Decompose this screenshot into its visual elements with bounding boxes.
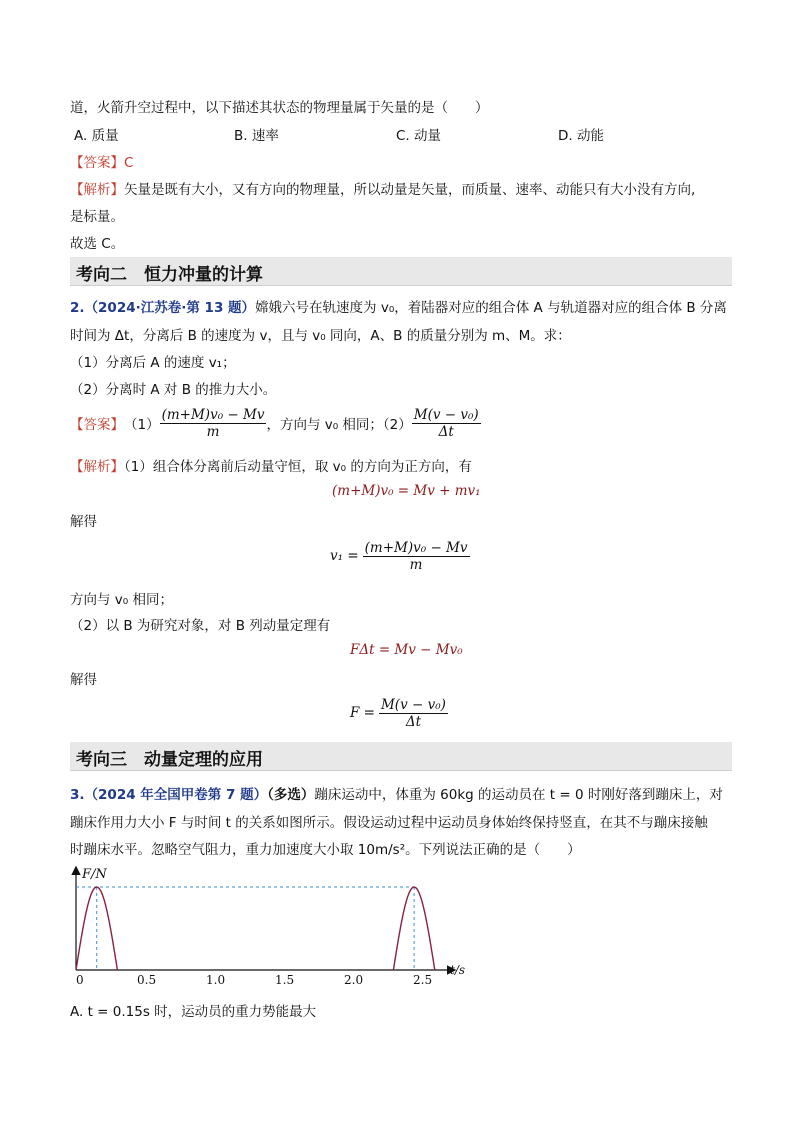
direction-note: 方向与 v₀ 相同；: [70, 592, 173, 608]
q1-conclusion: 故选 C。: [70, 236, 125, 252]
q3-stem-line2: 蹦床作用力大小 F 与时间 t 的关系如图所示。假设运动过程中运动员身体始终保持竖直，在其不与蹦床接触: [70, 815, 708, 831]
section-title: 考向三 动量定理的应用: [76, 750, 263, 770]
answer-tag: 【答案】: [70, 417, 124, 433]
solve-label-1: 解得: [70, 514, 97, 530]
equation-lhs: v₁ =: [330, 548, 359, 564]
analysis-text: 矢量是既有大小，又有方向的物理量，所以动量是矢量，而质量、速率、动能只有大小没有方向,: [124, 182, 696, 198]
equation-fraction: [379, 697, 448, 730]
q1-answer: [70, 151, 133, 171]
equation-lhs: F =: [350, 705, 375, 721]
q1-option-b: B. 速率: [234, 128, 279, 144]
x-tick-label: 0: [76, 973, 84, 985]
q3-multi-select: （多选）: [267, 787, 315, 803]
x-axis-label: t/s: [450, 963, 466, 977]
q2-analysis: [70, 455, 472, 475]
force-time-graph: [62, 860, 482, 985]
answer-fraction-2: [412, 407, 481, 440]
q1-option-a: A. 质量: [74, 128, 119, 144]
equation-momentum-theorem: FΔt = Mv − Mv₀: [350, 642, 463, 658]
q2-analysis-part2: （2）以 B 为研究对象，对 B 列动量定理有: [70, 618, 331, 634]
equation-fraction: [363, 540, 470, 573]
x-tick-label: 2.5: [413, 973, 433, 985]
q1-analysis-line2: 是标量。: [70, 209, 124, 225]
fraction-numerator: (m+M)v₀ − Mv: [161, 406, 265, 423]
section-title: 考向二 恒力冲量的计算: [76, 265, 263, 285]
q2-stem-line1: [70, 296, 727, 316]
q3-stem-text: 蹦床运动中，体重为 60kg 的运动员在 t = 0 时刚好落到蹦床上，对: [314, 787, 723, 803]
analysis-text: （1）组合体分离前后动量守恒，取 v₀ 的方向为正方向，有: [124, 459, 472, 475]
q1-analysis: [70, 178, 695, 198]
equation-v1: [330, 535, 470, 577]
analysis-tag: 【解析】: [70, 182, 124, 198]
equation-force: [350, 692, 448, 734]
q2-sub2: （2）分离时 A 对 B 的推力大小。: [70, 382, 277, 398]
y-axis-label: F/N: [82, 867, 107, 882]
fraction-denominator: m: [206, 423, 220, 440]
answer-fraction-1: [160, 407, 267, 440]
q1-option-c: C. 动量: [396, 128, 442, 144]
analysis-tag: 【解析】: [70, 459, 124, 475]
answer-mid: ，方向与 v₀ 相同；（2）: [266, 417, 412, 433]
q2-stem-text: 嫦娥六号在轨速度为 v₀，着陆器对应的组合体 A 与轨道器对应的组合体 B 分离: [255, 300, 727, 316]
q3-source: （2024 年全国甲卷第 7 题）: [84, 787, 268, 803]
fraction-numerator: M(v − v₀): [413, 406, 479, 423]
section-heading-3: [70, 742, 732, 771]
fraction-denominator: Δt: [438, 423, 454, 440]
q1-option-d: D. 动能: [558, 128, 604, 144]
answer-tag: 【答案】: [70, 155, 124, 171]
q2-stem-line2: 时间为 Δt，分离后 B 的速度为 v，且与 v₀ 同向，A、B 的质量分别为 m、M。求：: [70, 328, 571, 344]
section-heading-2: [70, 257, 732, 286]
x-tick-label: 2.0: [344, 973, 364, 985]
fraction-denominator: m: [409, 556, 423, 573]
x-tick-label: 1.5: [275, 973, 295, 985]
q2-number: 2.: [70, 300, 85, 316]
q2-answer: [70, 403, 481, 443]
fraction-denominator: Δt: [405, 713, 422, 730]
q2-source: （2024·江苏卷·第 13 题）: [84, 300, 256, 316]
x-tick-label: 1.0: [206, 973, 226, 985]
q3-number: 3.: [70, 787, 85, 803]
equation-momentum-conservation: (m+M)v₀ = Mv + mv₁: [332, 483, 481, 499]
x-tick-label: 0.5: [137, 973, 157, 985]
q3-option-a: A. t = 0.15s 时，运动员的重力势能最大: [70, 1004, 317, 1020]
q3-stem-line3: 时蹦床水平。忽略空气阻力，重力加速度大小取 10m/s²。下列说法正确的是（ ）: [70, 842, 581, 858]
solve-label-2: 解得: [70, 672, 97, 688]
fraction-numerator: (m+M)v₀ − Mv: [364, 539, 468, 556]
q2-sub1: （1）分离后 A 的速度 v₁；: [70, 355, 236, 371]
answer-value: C: [124, 155, 134, 171]
q3-stem-line1: [70, 783, 723, 803]
q1-stem: 道，火箭升空过程中，以下描述其状态的物理量属于矢量的是（ ）: [70, 100, 489, 116]
fraction-numerator: M(v − v₀): [380, 696, 446, 713]
answer-part1-label: （1）: [124, 417, 160, 433]
